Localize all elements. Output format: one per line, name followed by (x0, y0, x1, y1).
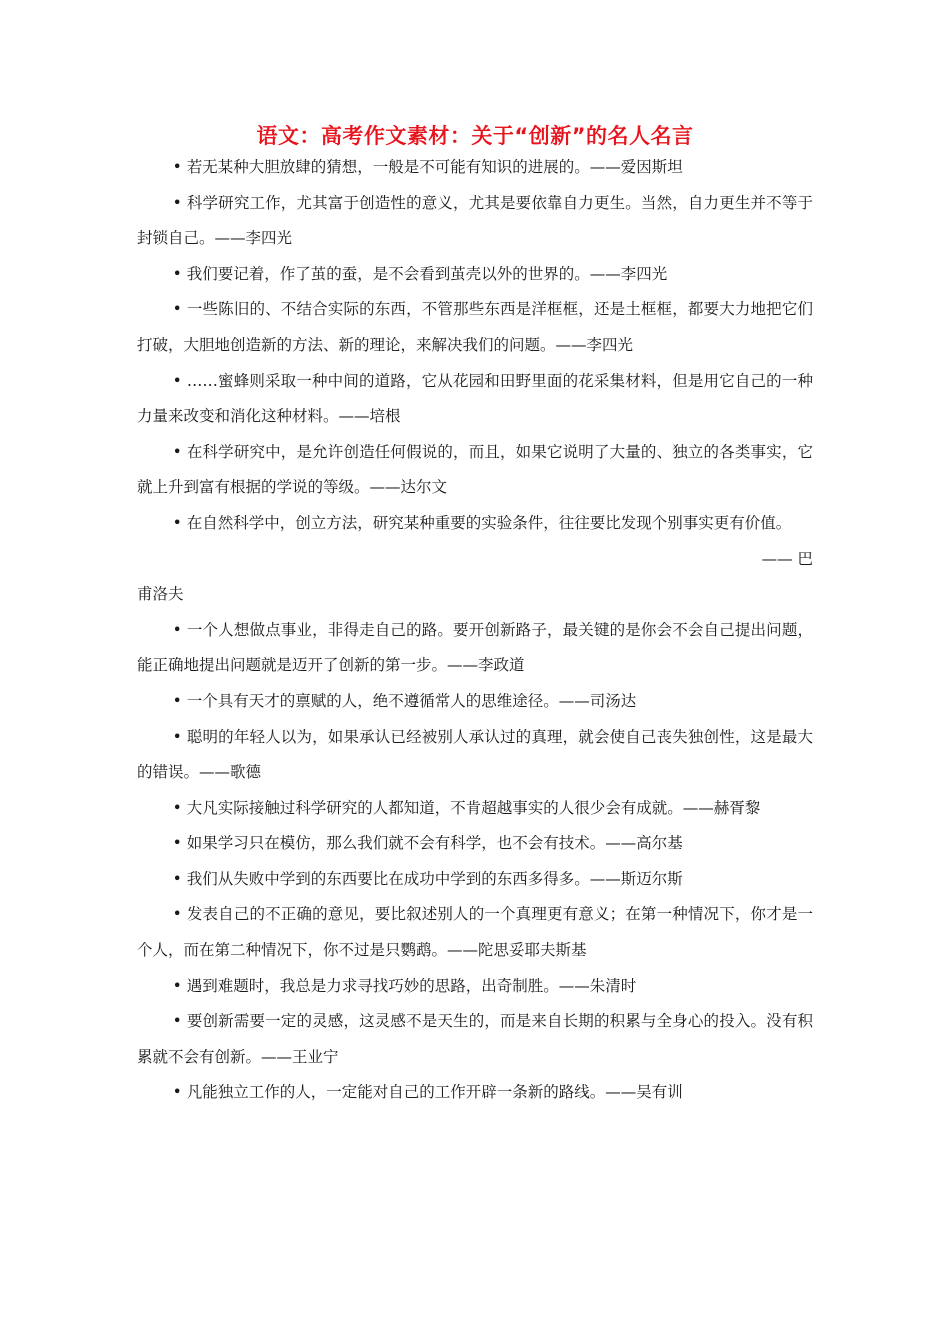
quote-item: • 一个人想做点事业，非得走自己的路。要开创新路子，最关键的是你会不会自己提出问题，能正确地提出问题就是迈开了创新的第一步。——李政道 (137, 620, 813, 675)
quote-item: • 我们要记着，作了茧的蚕，是不会看到茧壳以外的世界的。——李四光 (172, 264, 668, 283)
quote-item: • 若无某种大胆放肆的猜想，一般是不可能有知识的进展的。——爱因斯坦 (172, 158, 683, 176)
quote-item: • 在科学研究中，是允许创造任何假说的，而且，如果它说明了大量的、独立的各类事实，它就上升到富有根据的学说的等级。——达尔文 (137, 442, 813, 497)
quote-item: • 如果学习只在模仿，那么我们就不会有科学，也不会有技术。——高尔基 (172, 834, 683, 853)
quote-attribution: —— 巴 (761, 549, 813, 568)
page-title: 语文：高考作文素材：关于“创新”的名人名言 (256, 124, 694, 148)
quote-list (137, 150, 813, 1111)
quote-item: • 一些陈旧的、不结合实际的东西，不管那些东西是洋框框，还是土框框，都要大力地把它们打破，大胆地创造新的方法、新的理论，来解决我们的问题。——李四光 (137, 300, 813, 354)
quote-item: • 凡能独立工作的人，一定能对自己的工作开辟一条新的路线。——吴有训 (172, 1083, 683, 1102)
quote-item: • 要创新需要一定的灵感，这灵感不是天生的，而是来自长期的积累与全身心的投入。没有积累就不会有创新。——王业宁 (137, 1012, 813, 1066)
quote-item: • 遇到难题时，我总是力求寻找巧妙的思路，出奇制胜。——朱清时 (172, 976, 637, 995)
quote-item: • ……蜜蜂则采取一种中间的道路，它从花园和田野里面的花采集材料，但是用它自己的一种力量来改变和消化这种材料。——培根 (137, 371, 813, 426)
quote-attribution-continued: 甫洛夫 (137, 585, 184, 604)
quote-item: • 科学研究工作，尤其富于创造性的意义，尤其是要依靠自力更生。当然，自力更生并不等于封锁自己。——李四光 (137, 193, 813, 248)
quote-item: • 我们从失败中学到的东西要比在成功中学到的东西多得多。——斯迈尔斯 (172, 869, 683, 888)
quote-item: • 一个具有天才的禀赋的人，绝不遵循常人的思维途径。——司汤达 (172, 691, 637, 710)
quote-item: • 发表自己的不正确的意见，要比叙述别人的一个真理更有意义；在第一种情况下，你才是一个人，而在第二种情况下，你不过是只鹦鹉。——陀思妥耶夫斯基 (137, 905, 813, 960)
quote-item: • 聪明的年轻人以为，如果承认已经被别人承认过的真理，就会使自己丧失独创性，这是最大的错误。——歌德 (137, 727, 813, 782)
quote-item: • 在自然科学中，创立方法，研究某种重要的实验条件，往往要比发现个别事实更有价值。 (172, 513, 792, 532)
quote-item: • 大凡实际接触过科学研究的人都知道，不肯超越事实的人很少会有成就。——赫胥黎 (172, 798, 761, 817)
